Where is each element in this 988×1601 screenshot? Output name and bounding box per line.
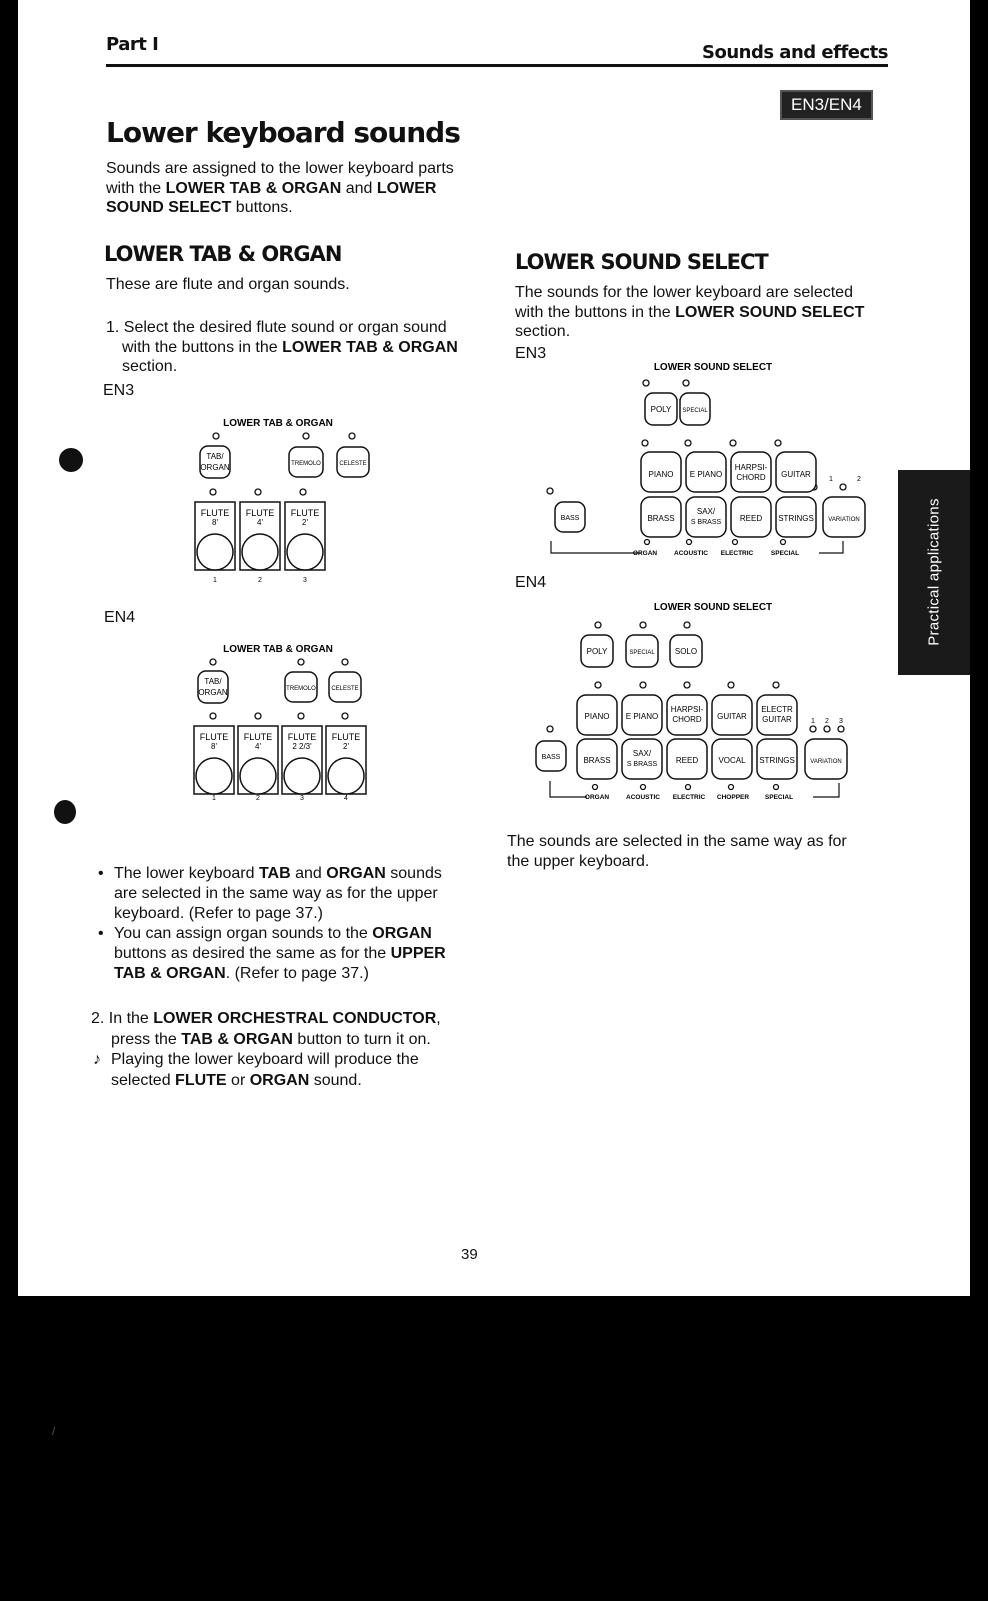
svg-text:PIANO: PIANO [648, 470, 674, 479]
svg-text:4': 4' [257, 518, 263, 527]
svg-text:3: 3 [839, 718, 843, 725]
brass-button[interactable] [641, 497, 681, 537]
punch-hole-top [59, 448, 83, 472]
side-tab-practical-applications[interactable]: Practical applications [898, 470, 970, 675]
lower-tab-organ-heading: LOWER TAB & ORGAN [104, 242, 342, 266]
svg-text:TAB/: TAB/ [204, 677, 222, 686]
svg-text:2: 2 [857, 476, 861, 483]
special-button[interactable] [680, 393, 710, 425]
reed-button[interactable] [731, 497, 771, 537]
sound-select-note: The sounds are selected in the same way as for the upper keyboard. [507, 833, 847, 870]
manual-page [18, 0, 970, 1296]
svg-text:CHORD: CHORD [736, 473, 766, 482]
poly-button-en4[interactable] [581, 635, 613, 667]
svg-text:BASS: BASS [560, 515, 580, 522]
section-label: Sounds and effects [701, 42, 888, 63]
svg-text:SPECIAL: SPECIAL [770, 550, 800, 557]
svg-text:ACOUSTIC: ACOUSTIC [674, 550, 708, 557]
svg-text:CELESTE: CELESTE [339, 461, 367, 467]
svg-text:SOLO: SOLO [674, 647, 698, 656]
svg-text:VARIATION: VARIATION [828, 517, 860, 523]
reed-button-en4[interactable] [667, 739, 707, 779]
svg-text:2 2/3': 2 2/3' [292, 742, 312, 751]
model-badge: EN3/EN4 [780, 90, 873, 120]
vocal-button-en4[interactable] [712, 739, 752, 779]
en4-label-right: EN4 [515, 574, 547, 591]
note-item: • You can assign organ sounds to the ORGAN buttons as desired the same as for the UPPER TAB & ORGAN. (Refer to page 37.) [96, 924, 474, 984]
note-item: • The lower keyboard TAB and ORGAN sounds are selected in the same way as for the upper keyboard. (Refer to page 37.) [96, 864, 474, 924]
poly-button[interactable] [645, 393, 677, 425]
svg-text:SAX/: SAX/ [696, 507, 716, 516]
svg-text:ORGAN: ORGAN [200, 463, 230, 472]
lower-sound-select-heading: LOWER SOUND SELECT [515, 250, 768, 274]
tab-organ-button-en4[interactable] [198, 671, 228, 703]
tab-organ-button[interactable] [200, 446, 230, 478]
svg-text:ORGAN: ORGAN [632, 550, 658, 557]
epiano-button[interactable] [686, 452, 726, 492]
sax-sbrass-button-en4[interactable] [622, 739, 662, 779]
svg-text:VARIATION: VARIATION [810, 759, 842, 765]
svg-text:S BRASS: S BRASS [626, 761, 658, 768]
svg-text:ACOUSTIC: ACOUSTIC [626, 794, 660, 801]
en3-sound-select-panel [523, 355, 868, 570]
en4-label-left: EN4 [104, 609, 136, 626]
svg-text:2': 2' [343, 742, 349, 751]
svg-text:SPECIAL: SPECIAL [764, 794, 794, 801]
bass-button-en4[interactable] [536, 741, 566, 771]
svg-text:ELECTRIC: ELECTRIC [720, 550, 754, 557]
en4-tab-organ-panel [183, 638, 393, 813]
svg-text:REED: REED [739, 514, 763, 523]
svg-text:FLUTE: FLUTE [243, 732, 273, 742]
svg-text:E PIANO: E PIANO [625, 712, 659, 721]
note-icon: ♪ [93, 1051, 101, 1068]
svg-text:1: 1 [213, 577, 217, 584]
svg-text:LOWER SOUND SELECT: LOWER SOUND SELECT [653, 602, 773, 613]
harpsichord-button[interactable] [731, 452, 771, 492]
step-1: 1. Select the desired flute sound or organ sound with the buttons in the LOWER TAB & ORGAN section. [106, 319, 458, 375]
header-rule [106, 64, 888, 67]
svg-text:SPECIAL: SPECIAL [629, 650, 655, 656]
svg-text:1: 1 [811, 718, 815, 725]
punch-hole-bottom [54, 800, 76, 824]
svg-text:4: 4 [344, 795, 348, 802]
page-number: 39 [461, 1246, 478, 1263]
svg-text:ELECTRIC: ELECTRIC [672, 794, 706, 801]
notes-list [96, 864, 474, 984]
svg-text:PIANO: PIANO [584, 712, 610, 721]
scan-mark: / [52, 1424, 56, 1438]
en4-sound-select-panel [523, 595, 873, 810]
step-2: 2. In the LOWER ORCHESTRAL CONDUCTOR, press the TAB & ORGAN button to turn it on. ♪ Playing the lower keyboard will produce the selected FLUTE or ORGAN sound. [91, 1010, 441, 1089]
svg-text:2: 2 [825, 718, 829, 725]
svg-text:CHOPPER: CHOPPER [716, 794, 750, 801]
lower-tab-organ-desc: These are flute and organ sounds. [106, 276, 350, 293]
special-button-en4[interactable] [626, 635, 658, 667]
svg-text:STRINGS: STRINGS [778, 514, 814, 523]
strings-button-en4[interactable] [757, 739, 797, 779]
svg-text:1: 1 [212, 795, 216, 802]
guitar-button-en4[interactable] [712, 695, 752, 735]
tremolo-button-en4[interactable] [285, 672, 317, 702]
svg-text:SPECIAL: SPECIAL [682, 408, 708, 414]
en3-label-right: EN3 [515, 345, 547, 362]
harpsichord-button-en4[interactable] [667, 695, 707, 735]
bass-button[interactable] [555, 502, 585, 532]
svg-text:GUITAR: GUITAR [762, 715, 792, 724]
solo-button-en4[interactable] [670, 635, 702, 667]
svg-text:TAB/: TAB/ [206, 452, 224, 461]
svg-text:4': 4' [255, 742, 261, 751]
en3-tab-organ-panel [183, 412, 383, 587]
svg-text:TREMOLO: TREMOLO [291, 461, 321, 467]
part-label: Part I [106, 34, 159, 55]
piano-button-en4[interactable] [577, 695, 617, 735]
svg-text:ORGAN: ORGAN [198, 688, 228, 697]
svg-text:FLUTE: FLUTE [287, 732, 317, 742]
svg-text:POLY: POLY [650, 405, 672, 414]
svg-text:S BRASS: S BRASS [690, 519, 722, 526]
svg-text:VOCAL: VOCAL [718, 756, 746, 765]
svg-text:LOWER TAB & ORGAN: LOWER TAB & ORGAN [223, 644, 333, 655]
piano-button[interactable] [641, 452, 681, 492]
variation-button-en4[interactable] [805, 739, 847, 779]
svg-text:2: 2 [256, 795, 260, 802]
en3-label-left: EN3 [103, 382, 135, 399]
sax-sbrass-button[interactable] [686, 497, 726, 537]
svg-text:BASS: BASS [541, 754, 561, 761]
celeste-button[interactable] [337, 447, 369, 477]
svg-text:ORGAN: ORGAN [584, 794, 610, 801]
svg-text:HARPSI-: HARPSI- [670, 705, 704, 714]
svg-text:FLUTE: FLUTE [331, 732, 361, 742]
celeste-button-en4[interactable] [329, 672, 361, 702]
strings-button[interactable] [776, 497, 816, 537]
variation-button[interactable] [823, 497, 865, 537]
page-title: Lower keyboard sounds [106, 116, 460, 149]
svg-text:CHORD: CHORD [672, 715, 702, 724]
svg-text:STRINGS: STRINGS [759, 756, 795, 765]
svg-text:BRASS: BRASS [583, 756, 611, 765]
svg-text:TREMOLO: TREMOLO [286, 686, 316, 692]
svg-text:ELECTR: ELECTR [761, 705, 793, 714]
svg-text:HARPSI-: HARPSI- [734, 463, 768, 472]
svg-text:GUITAR: GUITAR [781, 470, 811, 479]
tremolo-button[interactable] [289, 447, 323, 477]
svg-text:2': 2' [302, 518, 308, 527]
svg-text:GUITAR: GUITAR [717, 712, 747, 721]
panel-title: LOWER TAB & ORGAN [223, 418, 333, 429]
lower-sound-select-desc: The sounds for the lower keyboard are selected with the buttons in the LOWER SOUND SELECT section. [515, 284, 865, 340]
svg-text:POLY: POLY [586, 647, 608, 656]
electric-guitar-button-en4[interactable] [757, 695, 797, 735]
epiano-button-en4[interactable] [622, 695, 662, 735]
svg-text:8': 8' [212, 518, 218, 527]
svg-text:2: 2 [258, 577, 262, 584]
svg-text:3: 3 [300, 795, 304, 802]
svg-text:8': 8' [211, 742, 217, 751]
svg-text:REED: REED [675, 756, 699, 765]
guitar-button[interactable] [776, 452, 816, 492]
svg-text:SAX/: SAX/ [632, 749, 652, 758]
svg-text:1: 1 [829, 476, 833, 483]
svg-text:FLUTE: FLUTE [290, 508, 320, 518]
svg-text:FLUTE: FLUTE [199, 732, 229, 742]
brass-button-en4[interactable] [577, 739, 617, 779]
svg-text:E PIANO: E PIANO [689, 470, 723, 479]
svg-text:BRASS: BRASS [647, 514, 675, 523]
intro-paragraph: Sounds are assigned to the lower keyboard parts with the LOWER TAB & ORGAN and LOWER SOUND SELECT buttons. [106, 160, 454, 216]
svg-text:FLUTE: FLUTE [200, 508, 230, 518]
svg-text:3: 3 [303, 577, 307, 584]
svg-text:FLUTE: FLUTE [245, 508, 275, 518]
svg-text:LOWER SOUND SELECT: LOWER SOUND SELECT [653, 362, 773, 373]
svg-text:CELESTE: CELESTE [331, 686, 359, 692]
